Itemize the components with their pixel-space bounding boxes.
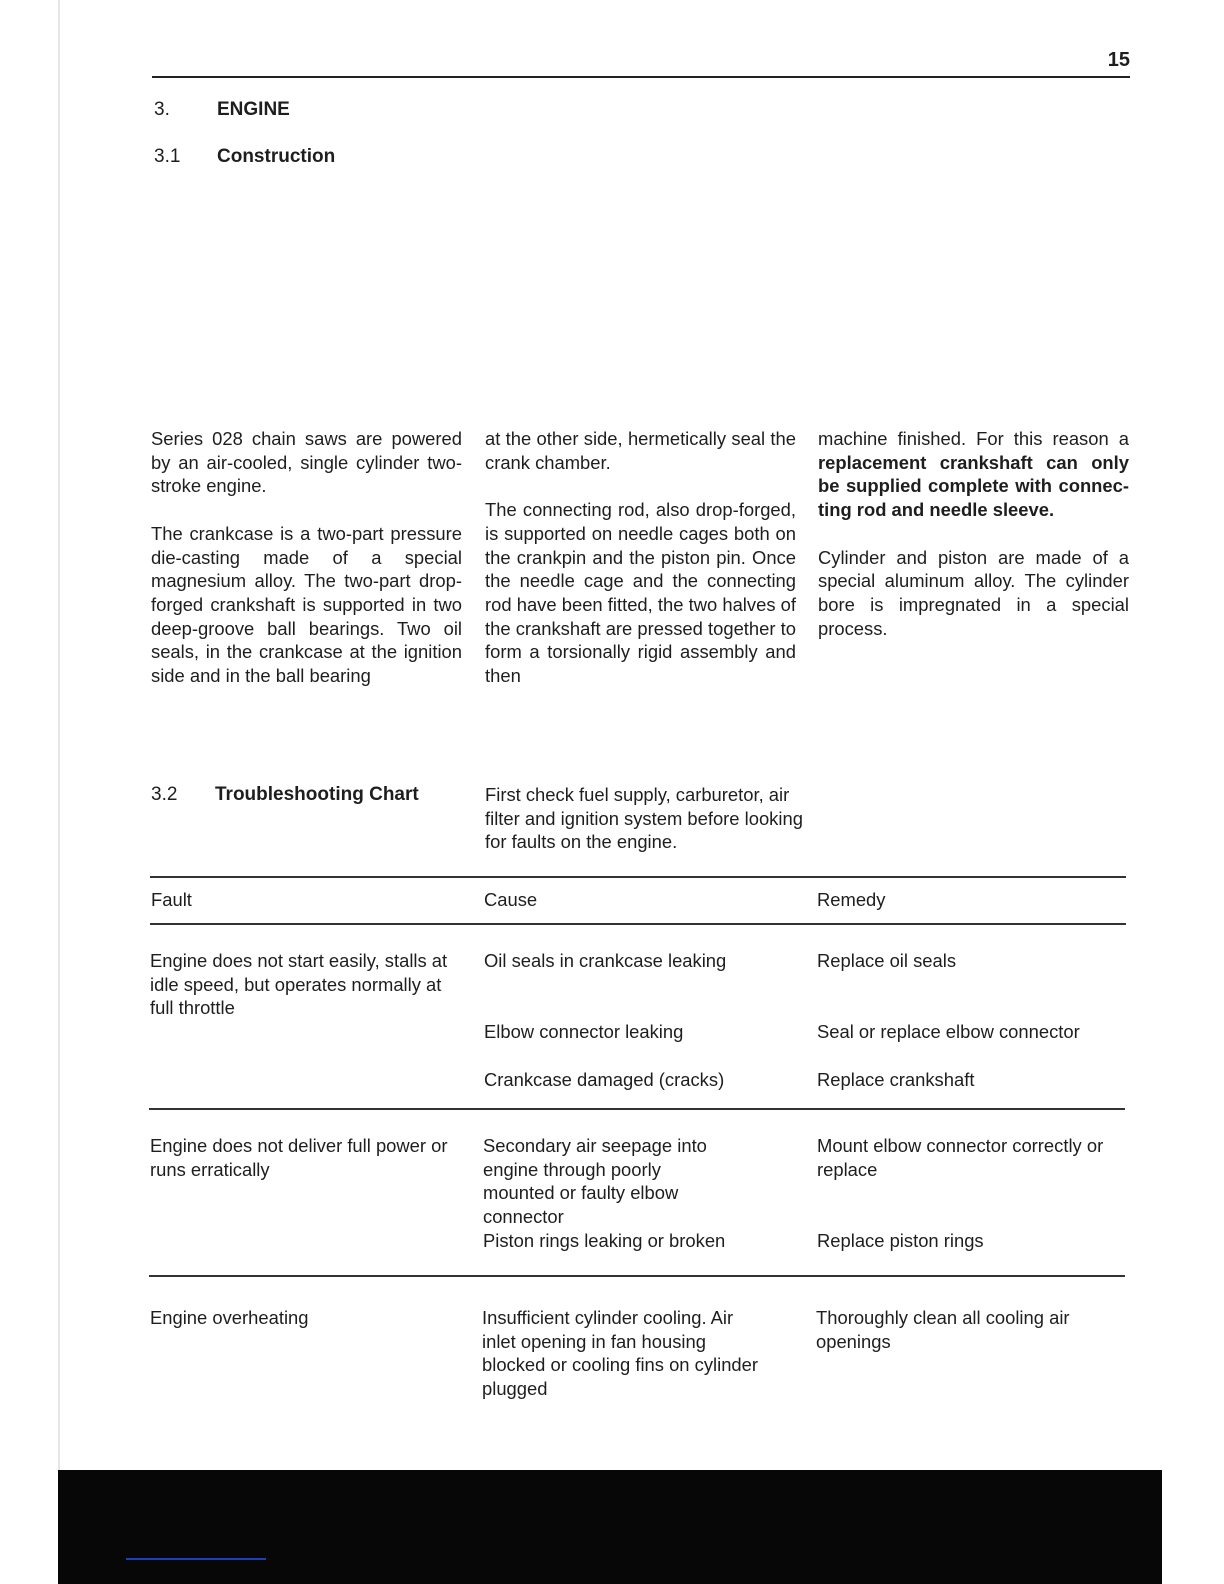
table-top-rule	[150, 876, 1126, 878]
remedy-cell: Thoroughly clean all cooling air openings	[816, 1307, 1070, 1352]
header-remedy: Remedy	[817, 889, 886, 910]
cause-cell: Elbow connector leaking	[484, 1021, 684, 1042]
fault-cell: Engine does not deliver full power or runs erratically	[150, 1135, 448, 1180]
paragraph: Series 028 chain saws are powered by an air-cooled, single cylinder two-stroke engine.	[151, 428, 462, 497]
paragraph: at the other side, hermetically seal the crank chamber.	[485, 428, 796, 473]
cause-cell: Crankcase damaged (cracks)	[484, 1069, 725, 1090]
bold-emphasis: replacement crankshaft can only be supplied complete with connecting rod and needle sleeve.	[818, 451, 1129, 521]
header-bottom-rule	[150, 923, 1126, 925]
section-title: ENGINE	[217, 99, 290, 120]
scan-artifact-line	[126, 1558, 266, 1560]
remedy-cell: Mount elbow connector correctly or replace	[817, 1135, 1104, 1180]
cause-cell: Secondary air seepage into engine through poorly mounted or faulty elbow connector	[483, 1135, 707, 1228]
remedy-cell: Replace oil seals	[817, 950, 957, 971]
fault-cell: Engine overheating	[150, 1307, 309, 1328]
section-number: 3.	[154, 99, 170, 120]
page-edge-shadow	[58, 0, 60, 1470]
header-fault: Fault	[151, 889, 192, 910]
cause-cell: Piston rings leaking or broken	[483, 1230, 726, 1251]
section-title: Troubleshooting Chart	[215, 784, 419, 805]
paragraph: The crankcase is a two-part pressure die-casting made of a special magnesium alloy. The two-part drop-forged crankshaft is supported in two deep-groove ball bearings. Two oil seals, in the crankcase at the ignition side and in the ball bearing	[151, 522, 462, 687]
construction-column-1	[151, 427, 462, 688]
header-rule	[152, 76, 1130, 78]
paragraph-text: machine finished. For this reason a	[818, 428, 1129, 449]
header-cause: Cause	[484, 889, 538, 910]
page-number: 15	[1107, 49, 1130, 71]
paragraph: Cylinder and piston are made of a special aluminum alloy. The cylinder bore is impregnated in a special process.	[818, 546, 1129, 639]
section-number: 3.1	[154, 146, 181, 167]
fault-cell: Engine does not start easily, stalls at idle speed, but operates normally at full throttle	[150, 950, 448, 1019]
remedy-cell: Seal or replace elbow connector	[817, 1021, 1080, 1042]
group-separator-rule	[149, 1275, 1125, 1277]
cause-cell: Insufficient cylinder cooling. Air inlet opening in fan housing blocked or cooling fins on cylinder plugged	[482, 1307, 759, 1400]
section-title: Construction	[217, 146, 336, 167]
section-number: 3.2	[151, 784, 178, 805]
remedy-cell: Replace piston rings	[817, 1230, 984, 1251]
construction-column-3	[818, 427, 1129, 640]
group-separator-rule	[149, 1108, 1125, 1110]
cause-cell: Oil seals in crankcase leaking	[484, 950, 727, 971]
remedy-cell: Replace crankshaft	[817, 1069, 975, 1090]
scan-bottom-band	[58, 1470, 1162, 1584]
paragraph	[818, 427, 1129, 522]
construction-column-2	[485, 427, 796, 688]
paragraph: The connecting rod, also drop-forged, is supported on needle cages both on the crankpin and the piston pin. Once the needle cage and the connecting rod have been fitted, the two halves of the crankshaft are pressed together to form a torsionally rigid assembly and then	[485, 499, 796, 687]
troubleshooting-note: First check fuel supply, carburetor, air filter and ignition system before looking for faults on the engine.	[485, 784, 803, 853]
